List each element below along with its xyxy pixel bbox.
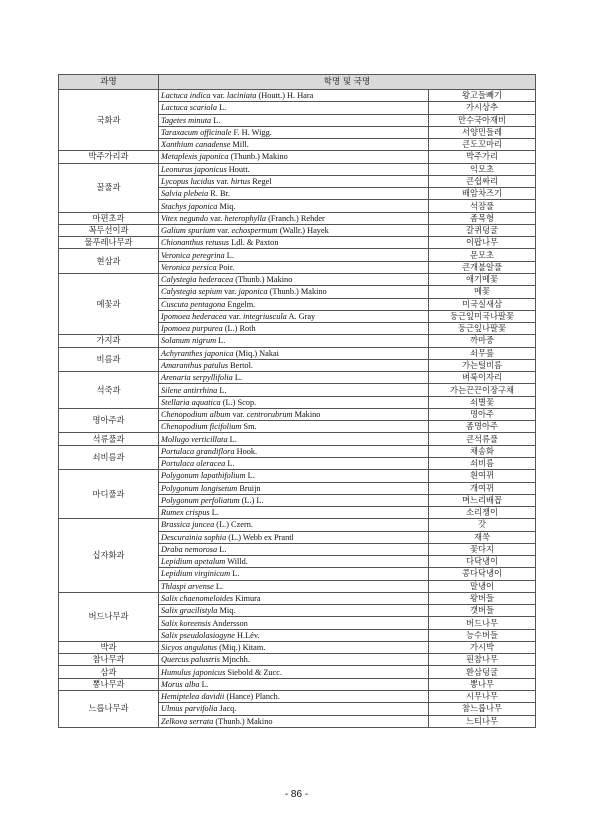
scientific-name-cell [159,249,429,261]
table-header-row [59,75,536,90]
table-row [59,445,536,457]
scientific-name-author: Poir. [216,262,235,272]
scientific-name-italic: Humulus japonicus [161,667,226,677]
korean-name-cell: 며느리배꼽 [429,494,536,506]
table-row [59,163,536,175]
scientific-name-author: (Thunb.) Makino [228,152,288,162]
scientific-name-cell [159,163,429,175]
scientific-name-italic: Hemiptelea davidii [161,692,225,702]
scientific-name-author: (L.) Scop. [220,397,257,407]
family-name-cell: 가지과 [59,335,159,347]
scientific-name-cell [159,445,429,457]
table-row [59,237,536,249]
korean-name-cell: 석잠풀 [429,200,536,212]
scientific-name-cell [159,457,429,469]
scientific-name-italic: integriuscula [243,311,287,321]
family-name-cell: 마편초과 [59,212,159,224]
scientific-name-cell [159,703,429,715]
table-row [59,249,536,261]
family-name-cell: 메꽃과 [59,273,159,334]
scientific-name-italic: Polygonum lapathifolium [161,471,246,481]
scientific-name-author: L. [199,679,209,689]
scientific-name-italic: Polygonum perfoliatum [161,495,240,505]
korean-name-cell: 재쑥 [429,531,536,543]
scientific-name-author: Mјnchh. [219,655,250,665]
scientific-name-cell [159,151,429,163]
family-name-cell: 비름과 [59,347,159,372]
korean-name-cell: 꽃다지 [429,543,536,555]
scientific-name-italic: Achyranthes japonica [161,348,234,358]
scientific-name-author: Houtt. [226,164,250,174]
scientific-name-italic: Stellaria aquatica [161,397,221,407]
scientific-name-italic: Quercus palustris [161,655,220,665]
scientific-name-cell [159,605,429,617]
korean-name-cell: 큰도꼬마리 [429,139,536,151]
scientific-name-author: Miq. [217,606,236,616]
scientific-name-author: Siebold & Zucc. [225,667,282,677]
table-body [59,90,536,728]
scientific-name-cell [159,678,429,690]
scientific-name-italic: Calystegia sepium [161,287,223,297]
korean-name-cell: 느티나무 [429,715,536,727]
scientific-name-author: var. [215,226,232,236]
scientific-name-author: (Thunb.) Makino [267,287,327,297]
scientific-name-italic: Cuscuta pentagona [161,299,226,309]
scientific-name-author: L. [211,115,221,125]
scientific-name-italic: Portulaca oleracea [161,459,226,469]
table-row [59,151,536,163]
scientific-name-italic: Galium spurium [161,226,216,236]
table-row [59,212,536,224]
scientific-name-italic: laciniata [226,91,257,101]
scientific-name-italic: Veronica peregrina [161,250,225,260]
scientific-name-author: L. [224,250,234,260]
scientific-name-cell [159,666,429,678]
scientific-name-italic: Stachys japonica [161,201,218,211]
scientific-name-italic: Thlaspi arvense [161,581,214,591]
korean-name-cell: 좀명아주 [429,421,536,433]
table-row [59,691,536,703]
scientific-name-italic: Ulmus parvifolia [161,704,218,714]
scientific-name-italic: Salvia plebeia [161,189,209,199]
scientific-name-cell [159,421,429,433]
scientific-name-author: L. [209,508,219,518]
scientific-name-author: Kimura [233,594,261,604]
scientific-name-author: var. [222,287,239,297]
scientific-name-author: L. [227,434,237,444]
korean-name-cell: 벼룩이자리 [429,372,536,384]
scientific-name-author: var. [210,91,227,101]
korean-name-cell: 시무나무 [429,691,536,703]
korean-name-cell: 쇠별꽃 [429,396,536,408]
korean-name-cell: 환삼덩굴 [429,666,536,678]
korean-name-cell: 명아주 [429,408,536,420]
korean-name-cell: 둥근잎미국나팔꽃 [429,310,536,322]
scientific-name-italic: echospermum [231,226,278,236]
scientific-name-cell [159,715,429,727]
scientific-name-italic: Ipomoea purpurea [161,324,223,334]
family-name-cell: 꿀풀과 [59,163,159,212]
table-row [59,641,536,653]
scientific-name-italic: Solanum nigrum [161,336,217,346]
table-row [59,433,536,445]
scientific-name-author: L. [225,459,235,469]
korean-name-cell: 큰개불알풀 [429,261,536,273]
korean-name-cell: 만수국아재비 [429,114,536,126]
scientific-name-italic: Ipomoea hederacea [161,311,227,321]
scientific-name-author: Mill. [230,140,249,150]
scientific-name-cell [159,482,429,494]
table-row [59,90,536,102]
scientific-name-author: (Thunb.) Makino [233,275,293,285]
family-name-cell: 참나무과 [59,654,159,666]
korean-name-cell: 채송화 [429,445,536,457]
scientific-name-cell [159,114,429,126]
family-name-cell: 꼭두선이과 [59,224,159,236]
family-name-cell: 버드나무과 [59,592,159,641]
scientific-name-author: (Franch.) Rehder [266,213,325,223]
scientific-name-author: (Hance) Planch. [224,692,280,702]
scientific-name-cell [159,568,429,580]
family-name-cell: 박과 [59,641,159,653]
scientific-name-cell [159,396,429,408]
korean-name-cell: 미국실새삼 [429,298,536,310]
scientific-name-author: Engelm. [225,299,256,309]
korean-name-cell: 핀참나무 [429,654,536,666]
scientific-name-cell [159,433,429,445]
scientific-name-italic: Salix koreensis [161,618,211,628]
scientific-name-italic: Taraxacum officinale [161,127,232,137]
scientific-name-cell [159,543,429,555]
korean-name-cell: 메꽃 [429,286,536,298]
scientific-name-author: Hook. [234,446,258,456]
family-name-cell: 현삼과 [59,249,159,274]
family-name-cell: 삼과 [59,666,159,678]
scientific-name-italic: Vitex negundo [161,213,209,223]
korean-name-cell: 흰여뀌 [429,470,536,482]
table-row [59,654,536,666]
korean-name-cell: 문모초 [429,249,536,261]
scientific-name-author: (Miq.) Nakai [233,348,279,358]
scientific-name-cell [159,200,429,212]
scientific-name-author: A. Gray [286,311,316,321]
scientific-name-cell [159,335,429,347]
table-row [59,347,536,359]
scientific-name-cell [159,470,429,482]
scientific-name-author: (Miq.) Kitam. [217,643,266,653]
family-name-cell: 석죽과 [59,372,159,409]
korean-name-cell: 왕버들 [429,592,536,604]
table-row [59,678,536,690]
scientific-name-cell [159,359,429,371]
scientific-name-italic: Sicyos angulatus [161,643,217,653]
table-row [59,470,536,482]
scientific-name-cell [159,212,429,224]
table-row [59,335,536,347]
scientific-name-author: var. [230,410,247,420]
scientific-name-italic: Chionanthus retusus [161,238,230,248]
header-name: 학명 및 국명 [159,75,536,90]
korean-name-cell: 참느릅나무 [429,703,536,715]
table-row [59,224,536,236]
family-name-cell: 명아주과 [59,408,159,433]
korean-name-cell: 개여뀌 [429,482,536,494]
table-row [59,666,536,678]
korean-name-cell: 애기메꽃 [429,273,536,285]
family-name-cell: 박주가리과 [59,151,159,163]
scientific-name-author: Andersson [210,618,248,628]
header-family: 과명 [59,75,159,90]
scientific-name-author: Miq. [217,201,236,211]
scientific-name-author: (Houtt.) H. Hara [256,91,314,101]
scientific-name-author: L. [245,471,255,481]
family-name-cell: 물푸레나무과 [59,237,159,249]
korean-name-cell: 박주가리 [429,151,536,163]
korean-name-cell: 갈퀴덩굴 [429,224,536,236]
korean-name-cell: 익모초 [429,163,536,175]
korean-name-cell: 다닥냉이 [429,556,536,568]
scientific-name-italic: Salix chaenomeloides [161,594,234,604]
scientific-name-cell [159,188,429,200]
scientific-name-author: Regel [250,176,272,186]
scientific-name-italic: Lactuca indica [161,91,211,101]
scientific-name-author: Willd. [225,557,248,567]
scientific-name-italic: Morus alba [161,679,200,689]
scientific-name-cell [159,298,429,310]
scientific-name-cell [159,408,429,420]
korean-name-cell: 큰쉽싸리 [429,175,536,187]
scientific-name-cell [159,261,429,273]
korean-name-cell: 쇠비름 [429,457,536,469]
korean-name-cell: 뽕나무 [429,678,536,690]
scientific-name-author: (L.) L. [239,495,264,505]
scientific-name-author: F. H. Wigg. [231,127,272,137]
scientific-name-cell [159,224,429,236]
korean-name-cell: 왕고들빼기 [429,90,536,102]
scientific-name-cell [159,90,429,102]
korean-name-cell: 갓 [429,519,536,531]
family-name-cell: 십자화과 [59,519,159,593]
scientific-name-author: R. Br. [208,189,230,199]
scientific-name-author: (L.) Webb ex Prantl [226,532,294,542]
scientific-name-cell [159,654,429,666]
korean-name-cell: 소리쟁이 [429,507,536,519]
korean-name-cell: 가시상추 [429,102,536,114]
scientific-name-cell [159,310,429,322]
scientific-name-author: L. [217,544,227,554]
scientific-name-cell [159,580,429,592]
table-row [59,592,536,604]
scientific-name-author: Jacq. [217,704,237,714]
family-name-cell: 국화과 [59,90,159,151]
scientific-name-italic: Chenopodium ficifolium [161,422,242,432]
scientific-name-author: Sm. [241,422,257,432]
scientific-name-cell [159,531,429,543]
scientific-name-italic: Tagetes minuta [161,115,212,125]
scientific-name-italic: Amaranthus patulus [161,360,229,370]
scientific-name-italic: Silene antirrhina [161,385,218,395]
scientific-name-italic: Chenopodium album [161,410,231,420]
korean-name-cell: 이팝나무 [429,237,536,249]
scientific-name-italic: Lepidium virginicum [161,569,231,579]
scientific-name-italic: Xanthium canadense [161,140,231,150]
korean-name-cell: 가는털비름 [429,359,536,371]
scientific-name-italic: Lycopus lucidus [161,176,215,186]
korean-name-cell: 가시박 [429,641,536,653]
family-name-cell: 쇠비름과 [59,445,159,470]
table-row [59,408,536,420]
scientific-name-author: (Thunb.) Makino [213,716,273,726]
scientific-name-author: (Wallr.) Hayek [277,226,329,236]
scientific-name-author: (L.) Czern. [214,520,253,530]
korean-name-cell: 좀목형 [429,212,536,224]
scientific-name-italic: Leonurus japonicus [161,164,227,174]
family-name-cell: 뽕나무과 [59,678,159,690]
scientific-name-author: Bruijn [237,483,261,493]
scientific-name-cell [159,519,429,531]
scientific-name-italic: centrorubrum [246,410,293,420]
scientific-name-italic: Calystegia hederacea [161,275,234,285]
korean-name-cell: 배암차즈기 [429,188,536,200]
family-name-cell: 석류풀과 [59,433,159,445]
scientific-name-italic: Rumex crispus [161,508,210,518]
scientific-name-italic: Salix gracilistyla [161,606,218,616]
scientific-name-italic: Lactuca scariola [161,103,217,113]
scientific-name-author: L. [217,103,227,113]
scientific-name-author: Bertol. [228,360,253,370]
page-number: - 86 - [284,789,309,800]
scientific-name-italic: Metaplexis japonica [161,152,229,162]
scientific-name-author: L. [232,373,243,383]
korean-name-cell: 말냉이 [429,580,536,592]
scientific-name-italic: heterophylla [224,213,267,223]
korean-name-cell: 큰석류풀 [429,433,536,445]
scientific-name-author: (L.) Roth [222,324,256,334]
scientific-name-author: Makino [292,410,321,420]
scientific-name-italic: Descurainia sophia [161,532,227,542]
scientific-name-cell [159,347,429,359]
table-row [59,519,536,531]
scientific-name-cell [159,617,429,629]
scientific-name-italic: Salix pseudolasiogyne [161,630,235,640]
scientific-name-italic: Polygonum longisetum [161,483,238,493]
scientific-name-cell [159,592,429,604]
scientific-name-cell [159,641,429,653]
scientific-name-italic: Portulaca grandiflora [161,446,235,456]
scientific-name-cell [159,556,429,568]
scientific-name-cell [159,494,429,506]
scientific-name-cell [159,629,429,641]
scientific-name-author: var. [214,176,231,186]
scientific-name-italic: hirtus [230,176,251,186]
scientific-name-author: var. [208,213,225,223]
scientific-name-author: L. [216,336,226,346]
scientific-name-author: H.Lév. [234,630,260,640]
family-name-cell: 마디풀과 [59,470,159,519]
scientific-name-cell [159,507,429,519]
scientific-name-author: L. [213,581,223,591]
scientific-name-cell [159,286,429,298]
korean-name-cell: 콩다닥냉이 [429,568,536,580]
scientific-name-author: L. [230,569,240,579]
korean-name-cell: 까마중 [429,335,536,347]
scientific-name-cell [159,323,429,335]
table-row [59,273,536,285]
scientific-name-cell [159,237,429,249]
scientific-name-italic: Lepidium apetalum [161,557,226,567]
scientific-name-italic: japonica [238,287,268,297]
scientific-name-cell [159,175,429,187]
scientific-name-cell [159,273,429,285]
korean-name-cell: 능수버들 [429,629,536,641]
scientific-name-author: var. [226,311,244,321]
table-row [59,372,536,384]
species-table [58,74,536,728]
scientific-name-italic: Veronica persica [161,262,217,272]
korean-name-cell: 갯버들 [429,605,536,617]
korean-name-cell: 둥근잎나팔꽃 [429,323,536,335]
scientific-name-cell [159,139,429,151]
scientific-name-italic: Draba nemorosa [161,544,218,554]
scientific-name-cell [159,372,429,384]
scientific-name-cell [159,691,429,703]
scientific-name-italic: Mollugo verticillata [161,434,228,444]
korean-name-cell: 쇠무릎 [429,347,536,359]
korean-name-cell: 서양민들레 [429,126,536,138]
scientific-name-cell [159,384,429,396]
scientific-name-cell [159,126,429,138]
family-name-cell: 느릅나무과 [59,691,159,728]
scientific-name-italic: Arenaria serpyllifolia [161,373,233,383]
scientific-name-author: L. [217,385,227,395]
scientific-name-cell [159,102,429,114]
scientific-name-author: Ldl. & Paxton [229,238,279,248]
korean-name-cell: 가는끈끈이장구채 [429,384,536,396]
scientific-name-italic: Brassica juncea [161,520,215,530]
scientific-name-italic: Zelkova serrata [161,716,214,726]
korean-name-cell: 버드나무 [429,617,536,629]
